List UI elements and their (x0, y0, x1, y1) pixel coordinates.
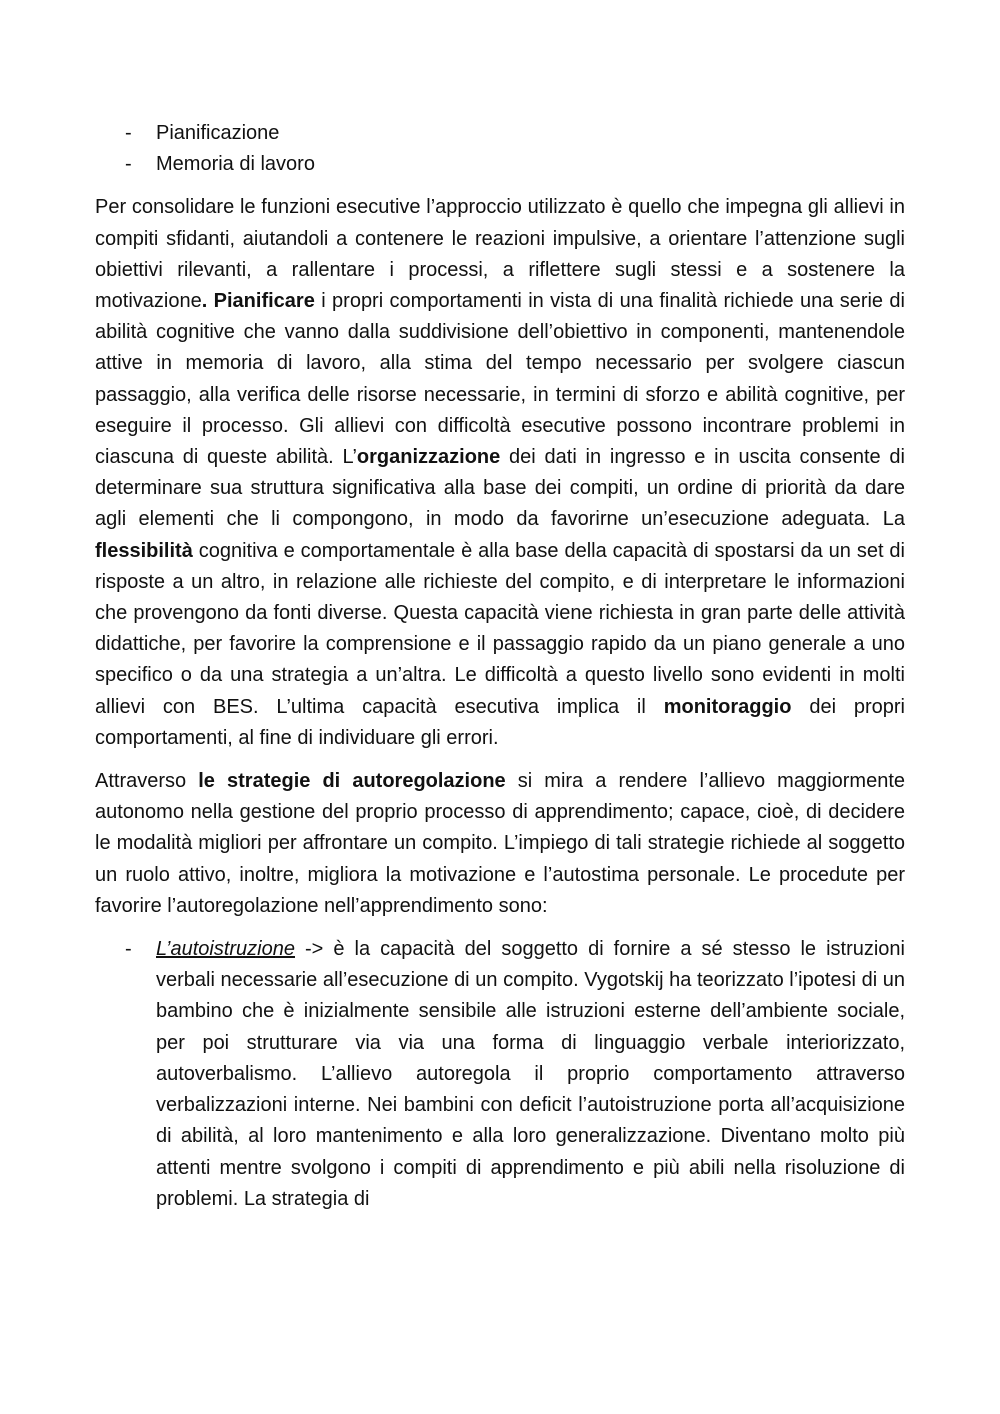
paragraph-text: i propri comportamenti in vista di una finalità richiede una serie di abilità cognitive che vanno dalla suddivisione dell’obiettivo in componenti, mantenendole attive in memoria di lavoro, alla stima del tempo necessario per svolgere ciascun passaggio, alla verifica delle risorse necessarie, in termini di sforzo e abilità cognitive, per eseguire il processo. Gli allievi con difficoltà esecutive possono incontrare problemi in ciascuna di queste abilità. L’ (95, 290, 906, 469)
paragraph-text: Attraverso (95, 770, 199, 793)
bold-term-organizzazione: organizzazione (356, 446, 501, 469)
bold-term-pianificare: . Pianificare (201, 290, 315, 313)
procedures-list (95, 934, 905, 1215)
document-page (95, 118, 905, 1215)
term-autoistruzione: L’autoistruzione (156, 938, 295, 961)
bold-term-flessibilita: flessibilità (95, 539, 193, 562)
paragraph-text: si mira a rendere l’allievo maggiormente autonomo nella gestione del proprio processo di apprendimento; capace, cioè, di decidere le modalità migliori per affrontare un compito. L’impiego di tali strategie richiede al soggetto un ruolo attivo, inoltre, migliora la motivazione e l’autostima personale. Le procedute per favorire l’autoregolazione nell’apprendimento sono: (95, 770, 906, 917)
paragraph-executive-functions (95, 192, 905, 754)
list-item: - Pianificazione (95, 118, 905, 149)
paragraph-text: dei propri comportamenti, al fine di individuare gli errori. (95, 695, 906, 749)
list-item (95, 934, 905, 1215)
bold-term-strategie: le strategie di autoregolazione (198, 770, 506, 793)
paragraph-text: dei dati in ingresso e in uscita consente di determinare sua struttura significativa alla base dei compiti, un ordine di priorità da dare agli elementi che li compongono, in modo da favorirne un’esecuzione adeguata. La (95, 446, 905, 531)
list-item-text: -> è la capacità del soggetto di fornire a sé stesso le istruzioni verbali necessarie all’esecuzione di un compito. Vygotskij ha teorizzato l’ipotesi di un bambino che è inizialmente sensibile alle istruzioni esterne dell’ambiente sociale, per poi strutturare via via una forma di linguaggio verbale interiorizzato, autoverbalismo. L’allievo autoregola il proprio comportamento attraverso verbalizzazioni interne. Nei bambini con deficit l’autoistruzione porta all’acquisizione di abilità, al loro mantenimento e alla loro generalizzazione. Diventano molto più attenti mentre svolgono i compiti di apprendimento e più abili nella risoluzione di problemi. La strategia di (156, 938, 905, 1210)
intro-bullet-list (95, 118, 905, 180)
list-item: - Memoria di lavoro (95, 149, 905, 180)
paragraph-text: cognitiva e comportamentale è alla base della capacità di spostarsi da un set di risposte a un altro, in relazione alle richieste del compito, e di interpretare le informazioni che provengono da fonti diverse. Questa capacità viene richiesta in gran parte delle attività didattiche, per favorire la comprensione e il passaggio rapido da un piano generale a uno specifico o da una strategia a un’altra. Le difficoltà a questo livello sono evidenti in molti allievi con BES. L’ultima capacità esecutiva implica il (95, 539, 905, 718)
paragraph-text: Per consolidare le funzioni esecutive l’approccio utilizzato è quello che impegna gli allievi in compiti sfidanti, aiutandoli a contenere le reazioni impulsive, a orientare l’attenzione sugli obiettivi rilevanti, a rallentare i processi, a riflettere sugli stessi e a sostenere la motivazione (95, 196, 905, 313)
bold-term-monitoraggio: monitoraggio (663, 695, 792, 718)
paragraph-self-regulation (95, 766, 905, 922)
